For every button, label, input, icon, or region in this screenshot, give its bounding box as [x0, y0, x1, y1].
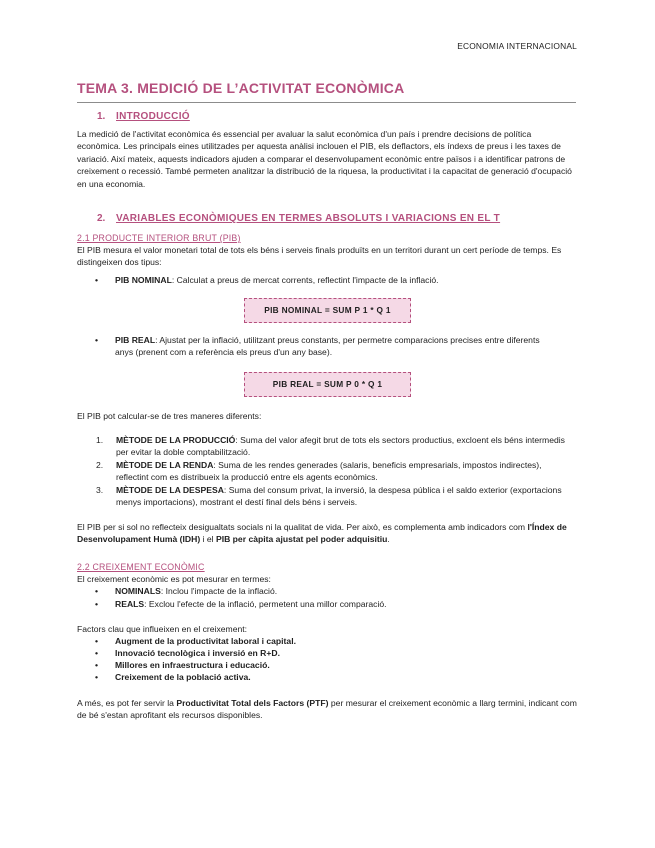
- factor-label: Creixement de la població activa.: [115, 672, 251, 682]
- page-title: TEMA 3. MEDICIÓ DE L’ACTIVITAT ECONÒMICA: [77, 80, 405, 96]
- methods-intro: El PIB pot calcular-se de tres maneres diferents:: [77, 411, 262, 421]
- list-number: 2.: [96, 460, 104, 470]
- method-label: MÈTODE DE LA DESPESA: [116, 485, 224, 495]
- subsection-2-1-heading: 2.1 PRODUCTE INTERIOR BRUT (PIB): [77, 233, 241, 243]
- factor-text: [115, 671, 555, 683]
- text-span: i el: [200, 534, 216, 545]
- pib-limitations-paragraph: [77, 521, 577, 546]
- method-description: : Suma del consum privat, la inversió, la despesa pública i el saldo exterior (exportacions menys importacions), mostrant el destí final dels béns i serveis.: [116, 485, 562, 508]
- factors-intro: Factors clau que influeixen en el creixement:: [77, 624, 248, 634]
- text-span: El PIB per si sol no reflecteix desigualtats socials ni la qualitat de vida. Per això, es complementa amb indicadors com: [77, 522, 528, 532]
- bullet-icon: •: [95, 599, 99, 609]
- term-label: REALS: [115, 599, 145, 609]
- section-2-number: 2.: [97, 213, 106, 224]
- introduction-paragraph: La medició de l'activitat econòmica és essencial per avaluar la salut econòmica d'un país i prendre decisions de política econòmica. Les principals eines utilitzades per aquesta anàlisi inclouen el PIB, els deflactors, els índexs de preus i les taxes de variació. Així mateix, aquests indicadors ajuden a comparar el desenvolupament econòmic entre països i a identificar patrons de creixement o recessió. També permeten analitzar la distribució de la riquesa, la productivitat i la capacitat de generació d'ocupació en una economia.: [77, 129, 572, 189]
- term-label: PIB REAL: [115, 335, 156, 345]
- list-item-text: [115, 585, 555, 597]
- ptf-paragraph: [77, 697, 577, 722]
- text-span: .: [387, 534, 390, 545]
- method-text: [116, 484, 574, 509]
- factor-text: [115, 635, 555, 647]
- section-2-title: VARIABLES ECONÒMIQUES EN TERMES ABSOLUTS I VARIACIONS EN EL T: [116, 213, 501, 224]
- text-span: per mesurar el creixement econòmic a llarg termini, indicant com de bé s'estan aprofitant els recursos disponibles.: [77, 698, 577, 721]
- list-item-text: [115, 334, 555, 359]
- text-span: A més, es pot fer servir la: [77, 698, 177, 708]
- formula-box-nominal: PIB NOMINAL = SUM P 1 * Q 1: [244, 298, 411, 323]
- title-divider: [77, 102, 576, 103]
- method-description: : Suma del valor afegit brut de tots els sectors productius, excloent els béns intermedis per evitar la doble comptabilització.: [116, 435, 565, 458]
- method-description: : Suma de les rendes generades (salaris, beneficis empresarials, impostos indirectes), reflectint com es distribueix la producció entre els agents econòmics.: [116, 460, 542, 483]
- bullet-icon: •: [95, 275, 99, 285]
- section-1-heading: [97, 110, 190, 125]
- running-header: ECONOMIA INTERNACIONAL: [457, 41, 577, 51]
- method-label: MÈTODE DE LA PRODUCCIÓ: [116, 435, 236, 445]
- bullet-icon: •: [95, 335, 99, 345]
- emphasis-idh: l'Índex de Desenvolupament Humà (IDH): [77, 522, 567, 545]
- bullet-icon: •: [95, 636, 99, 646]
- list-number: 3.: [96, 485, 104, 495]
- bullet-icon: •: [95, 648, 99, 658]
- section-2-heading: [97, 212, 500, 227]
- bullet-icon: •: [95, 660, 99, 670]
- bullet-icon: •: [95, 672, 99, 682]
- factor-text: [115, 659, 555, 671]
- term-label: PIB NOMINAL: [115, 275, 172, 285]
- section-1-title: INTRODUCCIÓ: [116, 111, 190, 122]
- factor-text: [115, 647, 555, 659]
- factor-label: Millores en infraestructura i educació.: [115, 660, 270, 670]
- emphasis-ptf: Productivitat Total dels Factors (PTF): [176, 698, 329, 708]
- emphasis-pib-per-capita: PIB per càpita ajustat pel poder adquisitiu: [215, 534, 388, 545]
- list-number: 1.: [96, 435, 104, 445]
- section-1-number: 1.: [97, 111, 106, 122]
- term-description: : Inclou l'impacte de la inflació.: [160, 586, 278, 596]
- subsection-2-2-heading: 2.2 CREIXEMENT ECONÒMIC: [77, 562, 205, 572]
- term-description: : Exclou l'efecte de la inflació, permetent una millor comparació.: [144, 599, 387, 609]
- formula-box-real: PIB REAL = SUM P 0 * Q 1: [244, 372, 411, 397]
- list-item-text: [115, 274, 555, 286]
- pib-intro-paragraph: El PIB mesura el valor monetari total de tots els béns i serveis finals produïts en un territori durant un cert període de temps. Es distingeixen dos tipus:: [77, 245, 562, 268]
- term-description: : Ajustat per la inflació, utilitzant preus constants, per permetre comparacions precises entre diferents anys (prenent com a referència els preus d'un any base).: [115, 335, 540, 358]
- method-label: MÈTODE DE LA RENDA: [116, 460, 214, 470]
- factor-label: Augment de la productivitat laboral i capital.: [115, 636, 296, 646]
- method-text: [116, 459, 574, 484]
- term-label: NOMINALS: [115, 586, 161, 596]
- term-description: : Calculat a preus de mercat corrents, reflectint l'impacte de la inflació.: [171, 275, 439, 285]
- growth-intro: El creixement econòmic es pot mesurar en termes:: [77, 574, 271, 584]
- method-text: [116, 434, 574, 459]
- bullet-icon: •: [95, 586, 99, 596]
- list-item-text: [115, 598, 555, 610]
- factor-label: Innovació tecnològica i inversió en R+D.: [115, 648, 280, 658]
